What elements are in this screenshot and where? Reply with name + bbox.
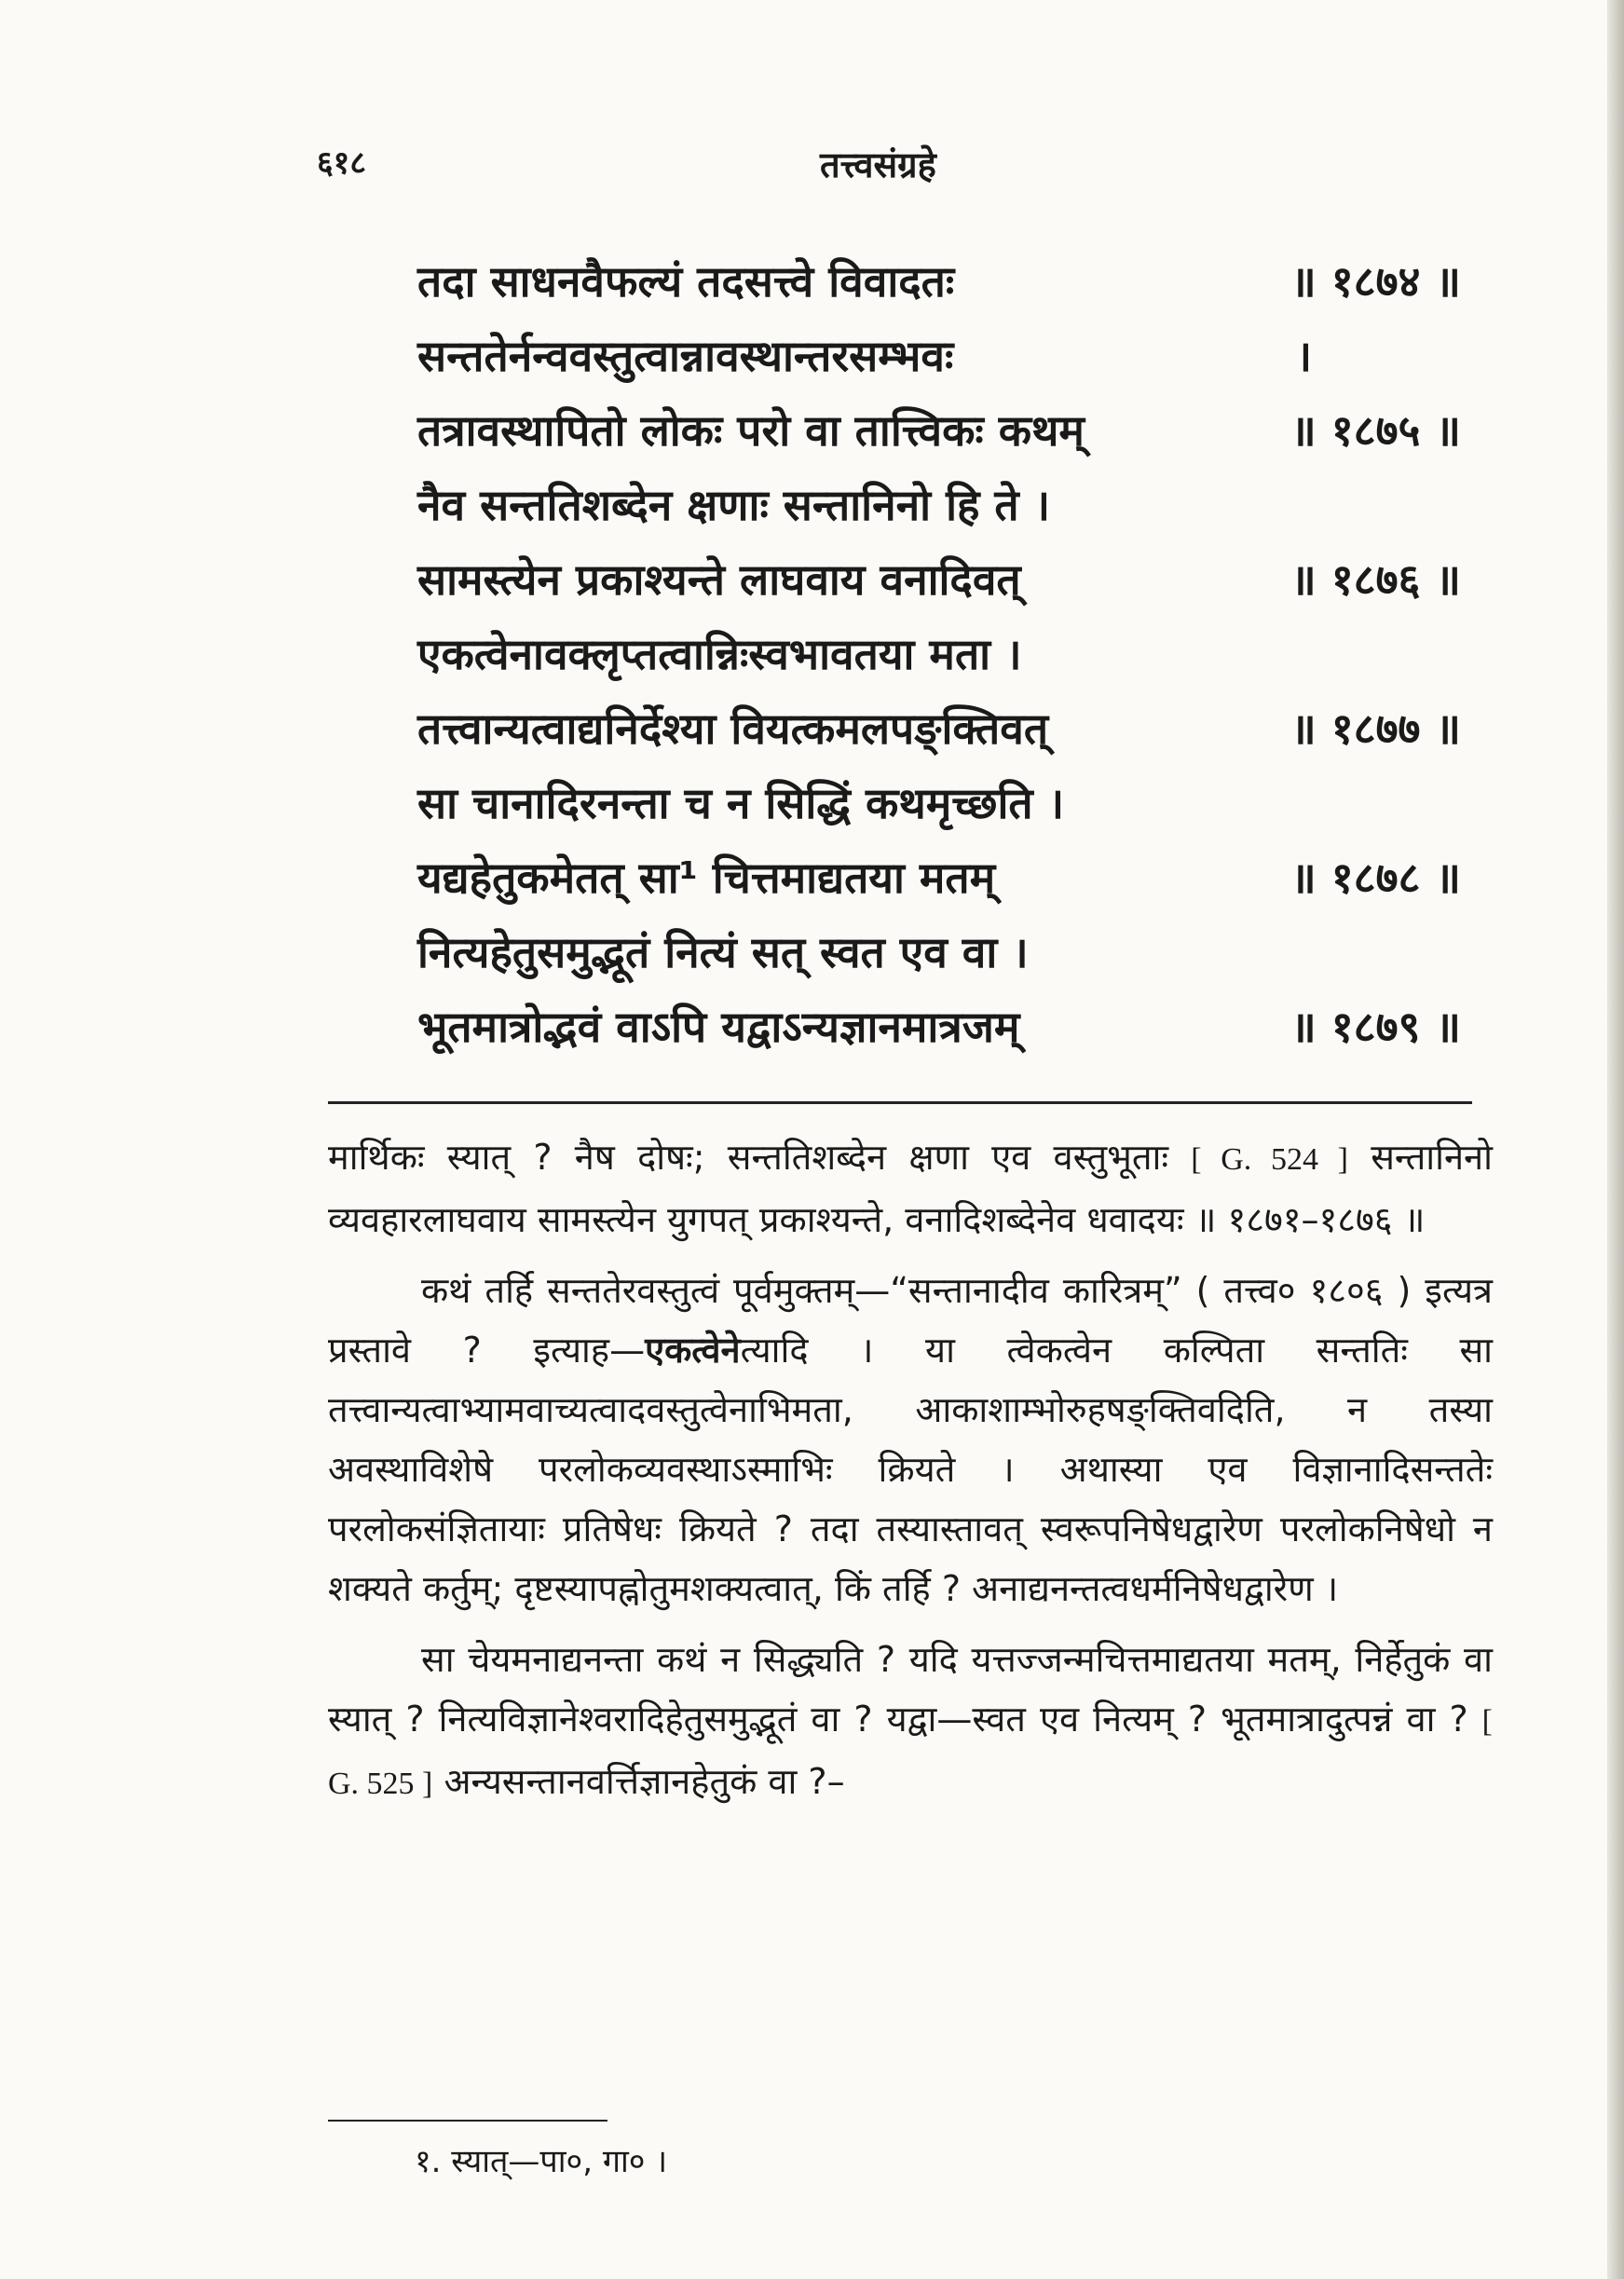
verse-line	[417, 915, 1461, 989]
verse-line	[417, 393, 1461, 468]
verse-number: ॥ १८७६ ॥	[1290, 554, 1461, 605]
commentary-text: मार्थिकः स्यात् ? नैष दोषः; सन्ततिशब्देन क्षणा एव वस्तुभूताः	[328, 1137, 1169, 1178]
commentary-text: त्यादि । या त्वेकत्वेन कल्पिता सन्ततिः सा तत्त्वान्यत्वाभ्यामवाच्यत्वादवस्तुत्वेनाभिमता, आकाशाम्भोरुहषङ्क्तिवदिति, न तस्या अवस्थाविशेषे परलोकव्यवस्थाऽस्माभिः क्रियते । अथास्या एव विज्ञानादिसन्ततेः परलोकसंज्ञितायाः प्रतिषेधः क्रियते ? तदा तस्यास्तावत् स्वरूपनिषेधद्वारेण परलोकनिषेधो न शक्यते कर्तुम्; दृष्टस्यापह्नोतुमशक्यत्वात्, किं तर्हि ? अनाद्यनन्तत्वधर्मनिषेधद्वारेण ।	[328, 1330, 1493, 1609]
verse-line	[417, 617, 1461, 691]
verse-line	[417, 468, 1461, 542]
verse-line	[417, 989, 1461, 1064]
verse-number: ॥ १८७८ ॥	[1290, 853, 1461, 903]
verse-line	[417, 542, 1461, 617]
verse-number: ॥ १८७४ ॥	[1290, 256, 1461, 307]
page-reference: [ G. 524 ]	[1191, 1142, 1348, 1177]
commentary-paragraph	[328, 1630, 1493, 1814]
verse-text: एकत्वेनावक्लृप्तत्वान्निःस्वभावतया मता ।	[417, 629, 1022, 679]
commentary-keyword: एकत्वेने	[645, 1330, 741, 1371]
verse-text: यद्यहेतुकमेतत् सा¹ चित्तमाद्यतया मतम्	[417, 853, 996, 903]
page-number: ६१८	[317, 144, 367, 182]
verse-text: नित्यहेतुसमुद्भूतं नित्यं सत् स्वत एव वा ।	[417, 927, 1029, 977]
verse-text: तदा साधनवैफल्यं तदसत्त्वे विवादतः	[417, 256, 955, 307]
verse-text: नैव सन्ततिशब्देन क्षणाः सन्तानिनो हि ते ।	[417, 480, 1051, 530]
section-divider	[328, 1101, 1472, 1104]
commentary-paragraph	[328, 1261, 1493, 1618]
page-edge-shadow	[1607, 0, 1624, 2279]
verse-number: ॥ १८७९ ॥	[1290, 1002, 1461, 1052]
footnote-divider	[328, 2120, 607, 2122]
page-header	[0, 140, 1624, 196]
verse-line	[417, 691, 1461, 766]
verse-number: ॥ १८७७ ॥	[1290, 703, 1461, 754]
verse-text: सन्ततेर्नन्ववस्तुत्वान्नावस्थान्तरसम्भवः	[417, 331, 954, 381]
verse-number: ।	[1295, 331, 1312, 381]
verse-block	[417, 244, 1461, 1064]
commentary-text: सन्तानिनो व्यवहारलाघवाय सामस्त्येन युगपत् प्रकाश्यन्ते, वनादिशब्देनेव धवादयः ॥ १८७१–१८७६ ॥	[328, 1137, 1493, 1240]
commentary-paragraph	[328, 1127, 1493, 1249]
page-reference: [ G. 525 ]	[328, 1704, 1493, 1801]
verse-text: सामस्त्येन प्रकाश्यन्ते लाघवाय वनादिवत्	[417, 554, 1021, 605]
verse-line	[417, 766, 1461, 840]
commentary-text: कथं तर्हि सन्ततेरवस्तुत्वं पूर्वमुक्तम्—“सन्तानादीव कारित्रम्” ( तत्त्व० १८०६ ) इत्यत्र प्रस्तावे ? इत्याह—	[328, 1270, 1493, 1371]
verse-number: ॥ १८७५ ॥	[1290, 405, 1461, 456]
commentary-text: सा चेयमनाद्यनन्ता कथं न सिद्ध्यति ? यदि यत्तज्जन्मचित्तमाद्यतया मतम्, निर्हेतुकं वा स्यात् ? नित्यविज्ञानेश्वरादिहेतुसमुद्भूतं वा ? यद्वा—स्वत एव नित्यम् ? भूतमात्रादुत्पन्नं वा ?	[328, 1639, 1493, 1740]
footnote: १. स्यात्—पा०, गा० ।	[415, 2143, 668, 2180]
verse-text: तत्रावस्थापितो लोकः परो वा तात्त्विकः कथम्	[417, 405, 1085, 456]
verse-line	[417, 319, 1461, 393]
commentary-text: अन्यसन्तानवर्त्तिज्ञानहेतुकं वा ?–	[444, 1761, 845, 1802]
verse-text: भूतमात्रोद्भवं वाऽपि यद्वाऽन्यज्ञानमात्रजम्	[417, 1002, 1020, 1052]
verse-text: सा चानादिरनन्ता च न सिद्धिं कथमृच्छति ।	[417, 778, 1065, 828]
verse-line	[417, 244, 1461, 319]
verse-text: तत्त्वान्यत्वाद्यनिर्देश्या वियत्कमलपङ्क्तिवत्	[417, 703, 1049, 754]
commentary-block	[328, 1127, 1493, 1825]
running-title: तत्त्वसंग्रहे	[820, 144, 936, 185]
verse-line	[417, 840, 1461, 915]
